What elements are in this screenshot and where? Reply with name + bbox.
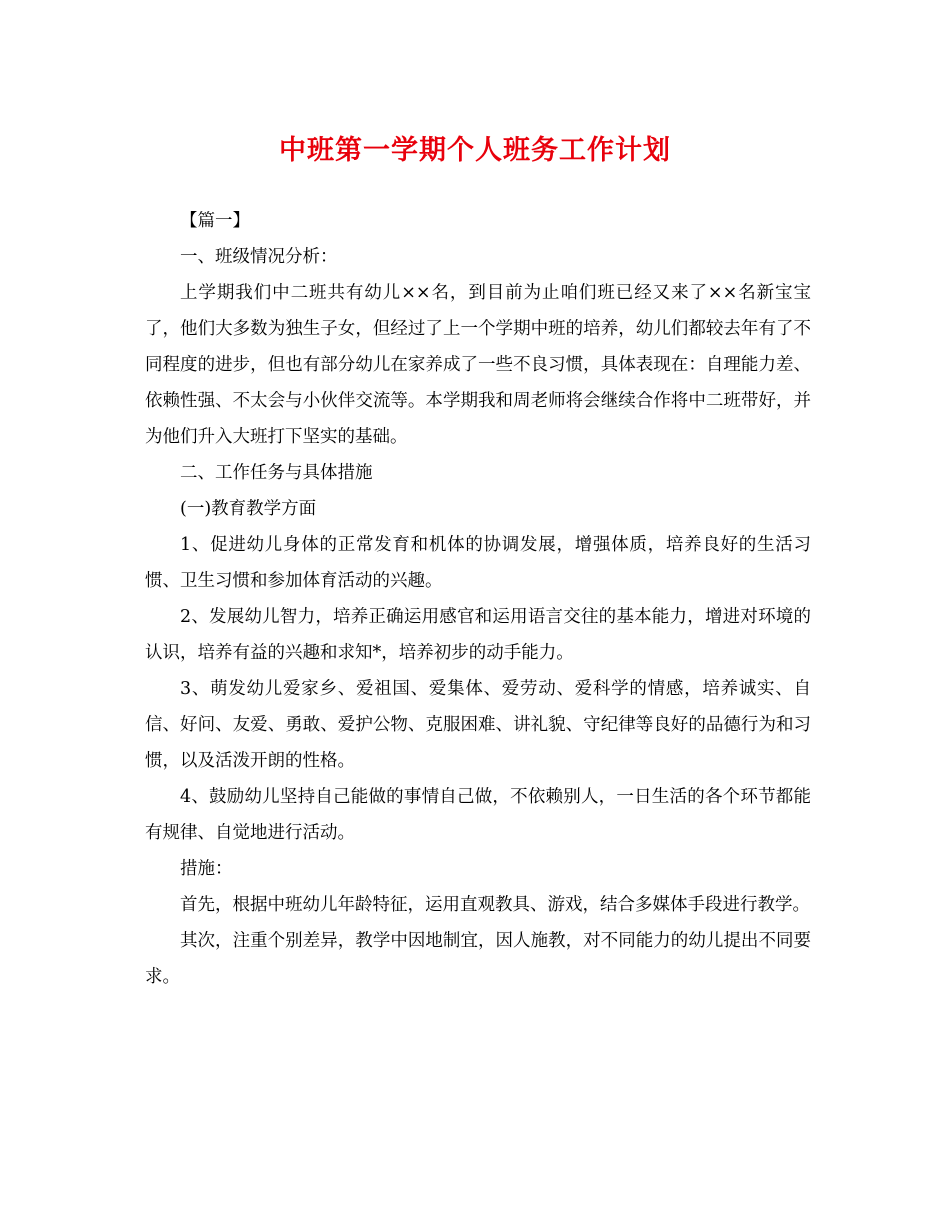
- heading-measures: 措施：: [180, 859, 233, 879]
- paragraph-measure-second: 其次，注重个别差异，教学中因地制宜，因人施教，对不同能力的幼儿提出不同要求。: [145, 931, 811, 987]
- subheading-teaching: (一)教育教学方面: [180, 499, 317, 519]
- paragraph-measure-first: 首先，根据中班幼儿年龄特征，运用直观教具、游戏，结合多媒体手段进行教学。: [180, 895, 810, 915]
- list-item-4: 4、鼓励幼儿坚持自己能做的事情自己做，不依赖别人，一日生活的各个环节都能有规律、自觉地进行活动。: [145, 787, 811, 843]
- paragraph-class-analysis: 上学期我们中二班共有幼儿××名，到目前为止咱们班已经又来了××名新宝宝了，他们大多数为独生子女，但经过了上一个学期中班的培养，幼儿们都较去年有了不同程度的进步，但也有部分幼儿在家养成了一些不良习惯，具体表现在：自理能力差、依赖性强、不太会与小伙伴交流等。本学期我和周老师将会继续合作将中二班带好，并为他们升入大班打下坚实的基础。: [145, 283, 811, 447]
- list-item-2: 2、发展幼儿智力，培养正确运用感官和运用语言交往的基本能力，增进对环境的认识，培养有益的兴趣和求知*，培养初步的动手能力。: [145, 607, 811, 663]
- document-body: [145, 203, 811, 995]
- heading-class-analysis: 一、班级情况分析：: [180, 247, 338, 267]
- document-title: 中班第一学期个人班务工作计划: [279, 135, 671, 166]
- heading-tasks-measures: 二、工作任务与具体措施: [180, 463, 373, 483]
- list-item-3: 3、萌发幼儿爱家乡、爱祖国、爱集体、爱劳动、爱科学的情感，培养诚实、自信、好问、友爱、勇敢、爱护公物、克服困难、讲礼貌、守纪律等良好的品德行为和习惯，以及活泼开朗的性格。: [145, 679, 811, 771]
- list-item-1: 1、促进幼儿身体的正常发育和机体的协调发展，增强体质，培养良好的生活习惯、卫生习惯和参加体育活动的兴趣。: [145, 535, 811, 591]
- section-label: 【篇一】: [180, 211, 250, 231]
